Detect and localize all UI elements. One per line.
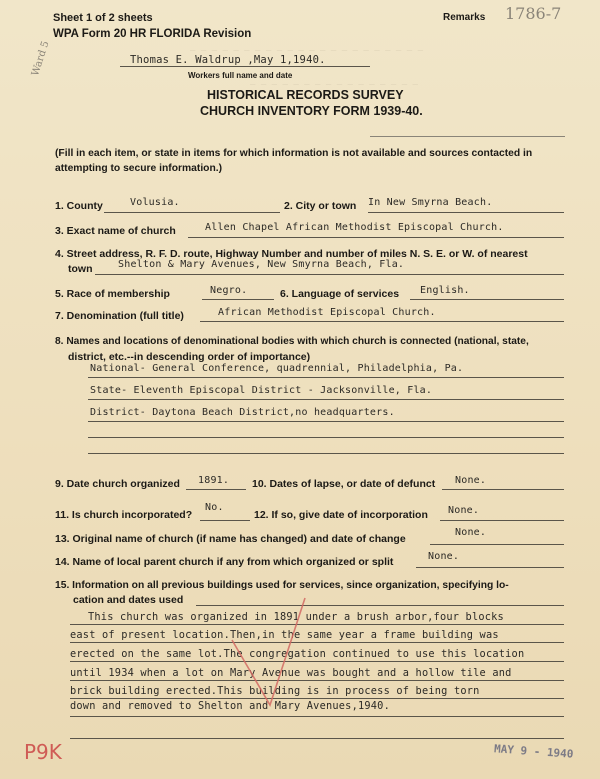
q1-label: 1. County [55, 200, 103, 212]
q7-label: 7. Denomination (full title) [55, 310, 184, 322]
q14-value: None. [428, 551, 460, 562]
q5-value: Negro. [210, 285, 248, 296]
q8-line-1: National- General Conference, quadrennial, Philadelphia, Pa. [90, 363, 464, 374]
form-number: WPA Form 20 HR FLORIDA Revision [53, 28, 252, 40]
q4-label-1: 4. Street address, R. F. D. route, Highway Number and number of miles N. S. E. or W. of nearest [55, 248, 528, 260]
q4-value: Shelton & Mary Avenues, New Smyrna Beach, Fla. [118, 259, 405, 270]
q15-line-3: erected on the same lot.The congregation continued to use this location [70, 648, 525, 660]
instructions-line-1: (Fill in each item, or state in items for which information is not available and sources contacted in [55, 148, 533, 159]
q4-label-2: town [68, 263, 93, 275]
archive-number: 1786-7 [505, 4, 562, 23]
q13-value: None. [455, 527, 487, 538]
q3-value: Allen Chapel African Methodist Episcopal Church. [205, 222, 504, 233]
worker-caption: Workers full name and date [188, 71, 293, 80]
q15-line-5: brick building erected.This building is in process of being torn [70, 685, 480, 697]
q9-value: 1891. [198, 475, 230, 486]
date-received-stamp: MAY 9 - 1940 [493, 742, 574, 761]
q8-label-1: 8. Names and locations of denominational bodies with which church is connected (national, state, [55, 336, 529, 347]
q11-value: No. [205, 502, 224, 513]
q3-label: 3. Exact name of church [55, 225, 176, 237]
instructions-line-2: attempting to secure information.) [55, 163, 223, 174]
q8-line-3: District- Daytona Beach District,no headquarters. [90, 407, 395, 418]
q13-label: 13. Original name of church (if name has changed) and date of change [55, 533, 406, 545]
q15-label-1: 15. Information on all previous buildings used for services, since organization, specifying lo- [55, 580, 509, 591]
bleed-through-1: — — — — — — — — — — — — — — — — — — — — — — [190, 46, 423, 56]
q11-label: 11. Is church incorporated? [55, 509, 193, 521]
worker-name-date: Thomas E. Waldrup ,May 1,1940. [130, 54, 326, 66]
form-title: CHURCH INVENTORY FORM 1939-40. [200, 104, 423, 118]
q1-value: Volusia. [130, 197, 180, 208]
q15-label-2: cation and dates used [73, 594, 184, 606]
q10-label: 10. Dates of lapse, or date of defunct [252, 478, 436, 490]
q10-value: None. [455, 475, 487, 486]
q7-value: African Methodist Episcopal Church. [218, 307, 436, 318]
q15-line-1: This church was organized in 1891 under a brush arbor,four blocks [88, 611, 504, 623]
red-pencil-mark: P9K [24, 740, 62, 764]
q12-label: 12. If so, give date of incorporation [254, 509, 428, 521]
q2-value: In New Smyrna Beach. [368, 197, 493, 208]
survey-title: HISTORICAL RECORDS SURVEY [207, 88, 404, 102]
bleed-through-2: — — — — — — — — — — — — — — — — [250, 80, 418, 90]
q6-label: 6. Language of services [280, 288, 400, 300]
q15-line-4: until 1934 when a lot on Mary Avenue was bought and a hollow tile and [70, 667, 512, 679]
sheet-count: Sheet 1 of 2 sheets [53, 12, 153, 24]
q15-line-6: down and removed to Shelton and Mary Avenues,1940. [70, 700, 390, 712]
q8-label-2: district, etc.--in descending order of importance) [68, 351, 311, 363]
q6-value: English. [420, 285, 470, 296]
remarks-label: Remarks [443, 12, 486, 23]
q12-value: None. [448, 505, 480, 516]
q14-label: 14. Name of local parent church if any from which organized or split [55, 556, 394, 568]
q5-label: 5. Race of membership [55, 288, 170, 300]
q8-line-2: State- Eleventh Episcopal District - Jacksonville, Fla. [90, 385, 433, 396]
q2-label: 2. City or town [284, 200, 357, 212]
margin-pencil-note: Ward 5 [30, 39, 52, 78]
q9-label: 9. Date church organized [55, 478, 180, 490]
q15-line-2: east of present location.Then,in the same year a frame building was [70, 629, 499, 641]
